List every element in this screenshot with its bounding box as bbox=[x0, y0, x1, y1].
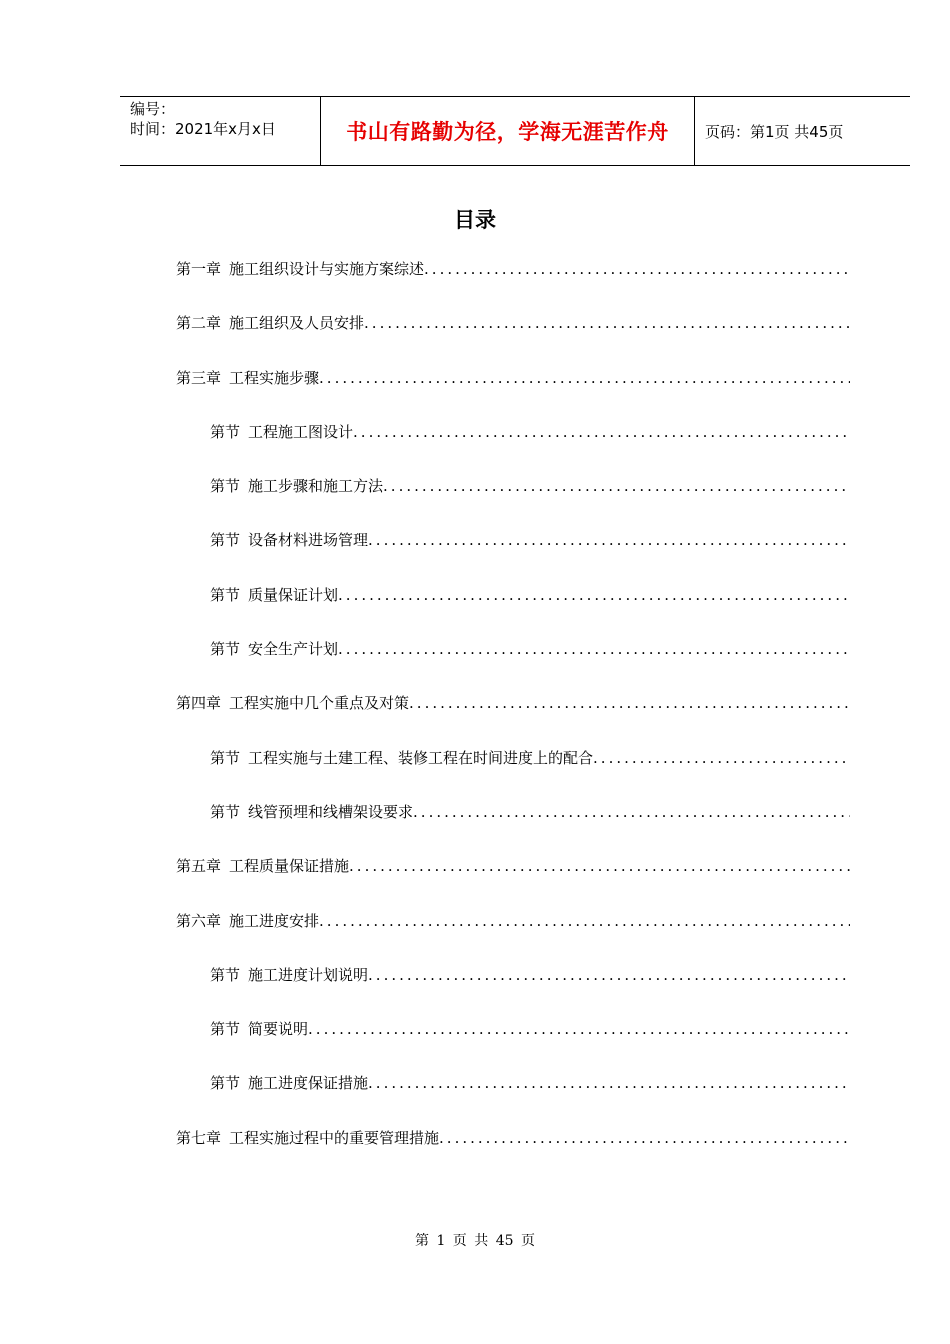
toc-entry-prefix: 第节 bbox=[210, 1074, 241, 1093]
toc-entry-text: 施工组织及人员安排 bbox=[229, 314, 365, 333]
toc-entry-label bbox=[210, 529, 368, 551]
toc-entry-label bbox=[210, 1018, 308, 1040]
toc-chapter-entry[interactable] bbox=[176, 692, 850, 746]
toc-entry-prefix: 第节 bbox=[210, 531, 241, 550]
toc-entry-label bbox=[210, 747, 593, 769]
toc-dot-leader bbox=[338, 584, 850, 606]
toc-section-entry[interactable] bbox=[176, 1072, 850, 1126]
toc-section-entry[interactable] bbox=[176, 801, 850, 855]
toc-entry-text: 工程实施中几个重点及对策 bbox=[229, 694, 410, 713]
toc-dot-leader bbox=[383, 475, 850, 497]
table-of-contents bbox=[176, 258, 850, 1181]
toc-entry-text: 施工进度安排 bbox=[229, 911, 320, 930]
toc-dot-leader bbox=[439, 1127, 850, 1149]
toc-entry-prefix: 第节 bbox=[210, 1020, 241, 1039]
toc-entry-prefix: 第七章 bbox=[176, 1128, 222, 1147]
header-motto-cell bbox=[321, 97, 695, 165]
toc-section-entry[interactable] bbox=[176, 1018, 850, 1072]
toc-entry-text: 设备材料进场管理 bbox=[248, 531, 369, 550]
toc-entry-text: 质量保证计划 bbox=[248, 585, 339, 604]
toc-entry-label bbox=[210, 584, 338, 606]
toc-section-entry[interactable] bbox=[176, 638, 850, 692]
motto-text: 书山有路勤为径，学海无涯苦作舟 bbox=[346, 120, 669, 144]
toc-dot-leader bbox=[319, 910, 850, 932]
toc-entry-text: 工程质量保证措施 bbox=[229, 857, 350, 876]
toc-dot-leader bbox=[353, 421, 850, 443]
page-info: 页码：第1页 共45页 bbox=[705, 122, 844, 141]
toc-entry-prefix: 第五章 bbox=[176, 857, 222, 876]
toc-chapter-entry[interactable] bbox=[176, 910, 850, 964]
toc-entry-text: 施工进度计划说明 bbox=[248, 965, 369, 984]
toc-entry-label bbox=[176, 910, 319, 932]
toc-entry-prefix: 第节 bbox=[210, 802, 241, 821]
toc-section-entry[interactable] bbox=[176, 529, 850, 583]
toc-section-entry[interactable] bbox=[176, 747, 850, 801]
toc-dot-leader bbox=[424, 258, 850, 280]
toc-dot-leader bbox=[413, 801, 850, 823]
number-label: 编号： bbox=[130, 100, 176, 118]
toc-entry-label bbox=[176, 855, 349, 877]
header-meta-cell bbox=[120, 97, 321, 165]
toc-chapter-entry[interactable] bbox=[176, 1127, 850, 1181]
toc-section-entry[interactable] bbox=[176, 964, 850, 1018]
toc-dot-leader bbox=[308, 1018, 850, 1040]
toc-dot-leader bbox=[593, 747, 850, 769]
toc-section-entry[interactable] bbox=[176, 475, 850, 529]
toc-entry-text: 施工进度保证措施 bbox=[248, 1074, 369, 1093]
toc-entry-label bbox=[210, 638, 338, 660]
toc-entry-label bbox=[210, 421, 353, 443]
time-label: 时间：2021年x月x日 bbox=[130, 120, 276, 138]
toc-entry-prefix: 第节 bbox=[210, 477, 241, 496]
toc-entry-prefix: 第节 bbox=[210, 640, 241, 659]
toc-entry-prefix: 第节 bbox=[210, 748, 241, 767]
toc-dot-leader bbox=[368, 1072, 850, 1094]
toc-entry-text: 工程施工图设计 bbox=[248, 422, 354, 441]
toc-entry-text: 简要说明 bbox=[248, 1020, 309, 1039]
toc-section-entry[interactable] bbox=[176, 584, 850, 638]
toc-entry-label bbox=[210, 801, 413, 823]
toc-dot-leader bbox=[338, 638, 850, 660]
toc-entry-prefix: 第一章 bbox=[176, 260, 222, 278]
toc-chapter-entry[interactable] bbox=[176, 367, 850, 421]
toc-entry-label bbox=[210, 475, 383, 497]
toc-entry-text: 工程实施过程中的重要管理措施 bbox=[229, 1128, 440, 1147]
toc-entry-text: 安全生产计划 bbox=[248, 640, 339, 659]
toc-entry-text: 线管预埋和线槽架设要求 bbox=[248, 802, 414, 821]
toc-chapter-entry[interactable] bbox=[176, 312, 850, 366]
toc-entry-prefix: 第六章 bbox=[176, 911, 222, 930]
document-header bbox=[120, 96, 910, 166]
toc-entry-prefix: 第节 bbox=[210, 422, 241, 441]
toc-entry-label bbox=[176, 367, 319, 389]
toc-entry-text: 工程实施与土建工程、装修工程在时间进度上的配合 bbox=[248, 748, 594, 767]
toc-dot-leader bbox=[368, 964, 850, 986]
page-title: 目录 bbox=[454, 208, 496, 232]
toc-entry-label bbox=[210, 1072, 368, 1094]
toc-entry-prefix: 第二章 bbox=[176, 314, 222, 333]
toc-entry-text: 施工步骤和施工方法 bbox=[248, 477, 384, 496]
header-page-cell bbox=[695, 97, 910, 165]
toc-entry-label bbox=[176, 258, 424, 280]
toc-dot-leader bbox=[368, 529, 850, 551]
toc-chapter-entry[interactable] bbox=[176, 855, 850, 909]
toc-entry-prefix: 第三章 bbox=[176, 368, 222, 387]
toc-entry-prefix: 第节 bbox=[210, 965, 241, 984]
toc-dot-leader bbox=[409, 692, 850, 714]
toc-entry-label bbox=[210, 964, 368, 986]
toc-dot-leader bbox=[364, 312, 850, 334]
toc-entry-label bbox=[176, 692, 409, 714]
toc-entry-label bbox=[176, 312, 364, 334]
toc-chapter-entry[interactable] bbox=[176, 258, 850, 312]
toc-section-entry[interactable] bbox=[176, 421, 850, 475]
toc-dot-leader bbox=[319, 367, 850, 389]
toc-dot-leader bbox=[349, 855, 850, 877]
toc-entry-prefix: 第四章 bbox=[176, 694, 222, 713]
toc-entry-text: 施工组织设计与实施方案综述 bbox=[229, 260, 425, 278]
toc-entry-prefix: 第节 bbox=[210, 585, 241, 604]
toc-entry-text: 工程实施步骤 bbox=[229, 368, 320, 387]
page-footer: 第 1 页 共 45 页 bbox=[415, 1233, 535, 1249]
toc-entry-label bbox=[176, 1127, 439, 1149]
